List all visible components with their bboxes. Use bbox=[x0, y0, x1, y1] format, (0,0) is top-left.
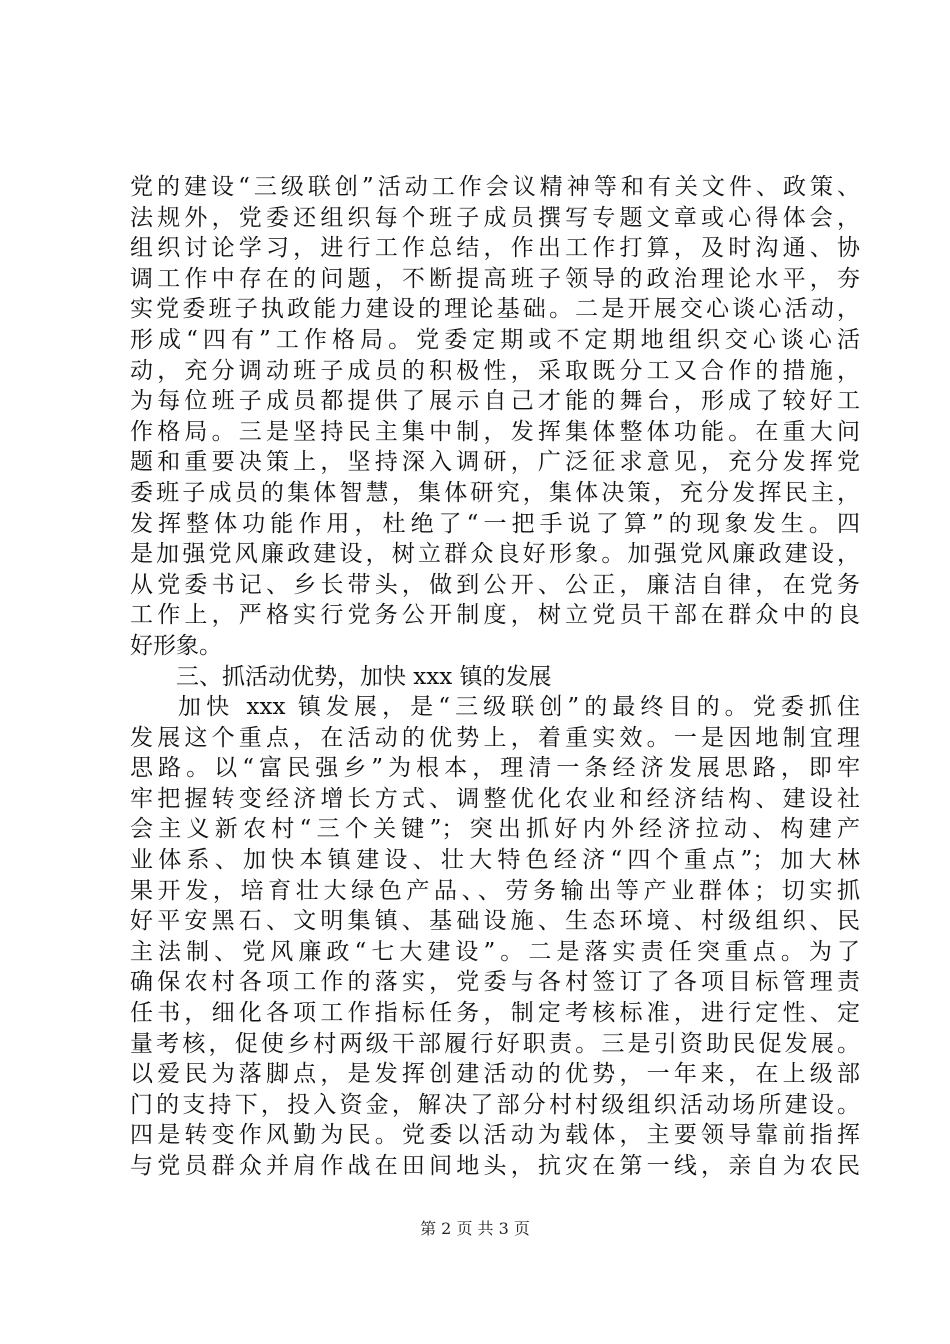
text-line: 门的支持下，投入资金，解决了部分村村级组织活动场所建设。 bbox=[130, 1091, 860, 1118]
text-line: 调工作中存在的问题，不断提高班子领导的政治理论水平，夯 bbox=[130, 265, 860, 292]
text-line: 思路。以“富民强乡”为根本，理清一条经济发展思路，即牢 bbox=[130, 755, 860, 782]
text-line: 实党委班子执政能力建设的理论基础。二是开展交心谈心活动， bbox=[130, 296, 860, 323]
text-line: 法规外，党委还组织每个班子成员撰写专题文章或心得体会， bbox=[130, 204, 860, 231]
text-line: 委班子成员的集体智慧，集体研究，集体决策，充分发挥民主， bbox=[130, 479, 860, 506]
text-line: 牢把握转变经济增长方式、调整优化农业和经济结构、建设社 bbox=[130, 785, 860, 812]
text-line: 发挥整体功能作用，杜绝了“一把手说了算”的现象发生。四 bbox=[130, 510, 860, 537]
text-line: 任书，细化各项工作指标任务，制定考核标准，进行定性、定 bbox=[130, 1000, 860, 1027]
text-line: 是加强党风廉政建设，树立群众良好形象。加强党风廉政建设， bbox=[130, 541, 860, 568]
text-line: 动，充分调动班子成员的积极性，采取既分工又合作的措施， bbox=[130, 357, 860, 384]
text-line: 加快 xxx 镇发展，是“三级联创”的最终目的。党委抓住 bbox=[178, 694, 860, 721]
text-line: 形成“四有”工作格局。党委定期或不定期地组织交心谈心活 bbox=[130, 326, 860, 353]
text-line: 业体系、加快本镇建设、壮大特色经济“四个重点”；加大林 bbox=[130, 847, 860, 874]
text-line: 会主义新农村“三个关键”；突出抓好内外经济拉动、构建产 bbox=[130, 816, 860, 843]
text-line: 组织讨论学习，进行工作总结，作出工作打算，及时沟通、协 bbox=[130, 235, 860, 262]
text-line: 工作上，严格实行党务公开制度，树立党员干部在群众中的良 bbox=[130, 602, 860, 629]
page-footer bbox=[0, 1216, 950, 1239]
text-line: 以爱民为落脚点，是发挥创建活动的优势，一年来，在上级部 bbox=[130, 1061, 860, 1088]
text-line: 果开发，培育壮大绿色产品、、劳务输出等产业群体；切实抓 bbox=[130, 877, 860, 904]
text-line: 题和重要决策上，坚持深入调研，广泛征求意见，充分发挥党 bbox=[130, 449, 860, 476]
text-line: 发展这个重点，在活动的优势上，着重实效。一是因地制宜理 bbox=[130, 724, 860, 751]
body-text bbox=[130, 172, 860, 1182]
text-line: 好平安黑石、文明集镇、基础设施、生态环境、村级组织、民 bbox=[130, 908, 860, 935]
text-line: 党的建设“三级联创”活动工作会议精神等和有关文件、政策、 bbox=[130, 174, 860, 200]
text-line: 为每位班子成员都提供了展示自己才能的舞台，形成了较好工 bbox=[130, 388, 860, 415]
text-line: 作格局。三是坚持民主集中制，发挥集体整体功能。在重大问 bbox=[130, 418, 860, 445]
text-line: 确保农村各项工作的落实，党委与各村签订了各项目标管理责 bbox=[130, 969, 860, 996]
text-line: 量考核，促使乡村两级干部履行好职责。三是引资助民促发展。 bbox=[130, 1030, 860, 1057]
text-line: 好形象。 bbox=[130, 632, 222, 659]
section-heading: 三、抓活动优势，加快 xxx 镇的发展 bbox=[176, 663, 552, 690]
text-line: 从党委书记、乡长带头，做到公开、公正，廉洁自律，在党务 bbox=[130, 571, 860, 598]
text-line: 主法制、党风廉政“七大建设”。二是落实责任突重点。为了 bbox=[130, 938, 860, 965]
page-number: 第 2 页 共 3 页 bbox=[420, 1219, 530, 1238]
text-line: 四是转变作风勤为民。党委以活动为载体，主要领导靠前指挥 bbox=[130, 1122, 860, 1149]
text-line: 与党员群众并肩作战在田间地头，抗灾在第一线，亲自为农民 bbox=[130, 1153, 860, 1179]
